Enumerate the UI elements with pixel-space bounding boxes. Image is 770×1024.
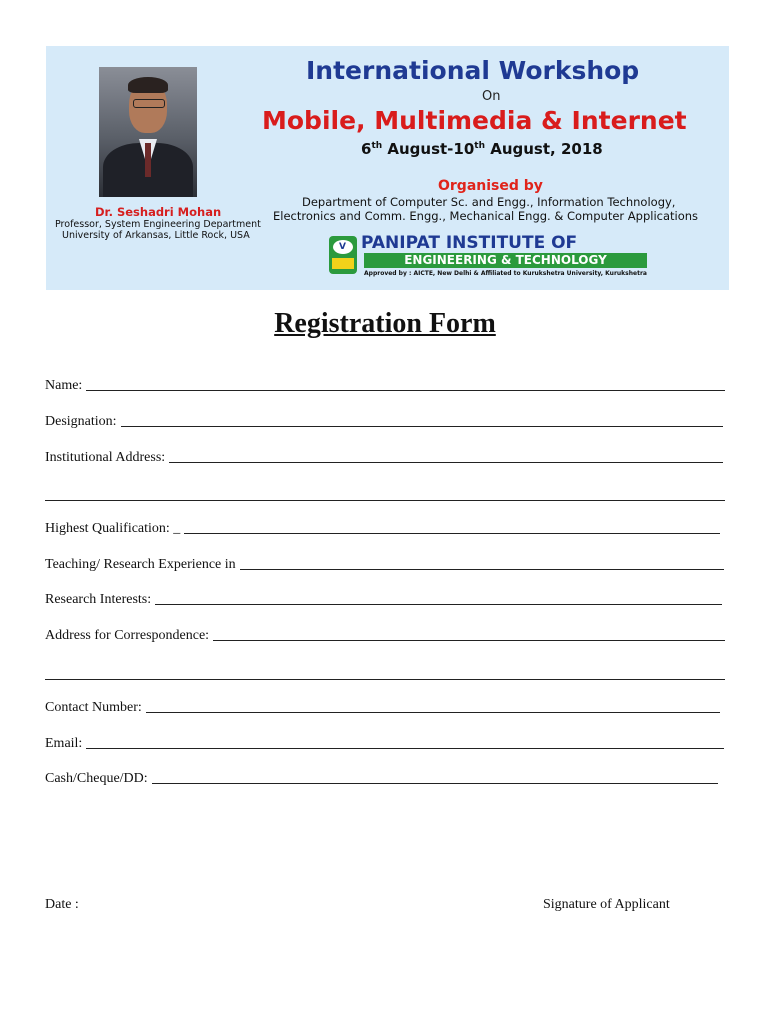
correspondence-address-line[interactable] [213, 639, 725, 641]
payment-field[interactable] [45, 771, 718, 787]
workshop-title: International Workshop [306, 56, 640, 85]
email-field[interactable] [45, 736, 724, 752]
institutional-address-field[interactable] [45, 450, 723, 466]
institutional-address-label: Institutional Address: [45, 450, 166, 465]
institutional-address-line-2[interactable] [45, 500, 725, 501]
research-interests-line[interactable] [155, 603, 722, 605]
contact-number-field[interactable] [45, 700, 720, 716]
name-line[interactable] [86, 389, 725, 391]
speaker-photo [99, 67, 197, 197]
designation-field[interactable] [45, 414, 723, 430]
experience-line[interactable] [240, 568, 724, 570]
email-line[interactable] [86, 747, 724, 749]
signature-label: Signature of Applicant [543, 897, 670, 912]
highest-qualification-label: Highest Qualification: _ [45, 521, 181, 536]
contact-number-line[interactable] [146, 711, 720, 713]
departments-line-1: Department of Computer Sc. and Engg., Information Technology, [302, 195, 676, 209]
correspondence-address-line-2[interactable] [45, 679, 725, 680]
institutional-address-line[interactable] [169, 461, 723, 463]
departments-line-2: Electronics and Comm. Engg., Mechanical Engg. & Computer Applications [273, 209, 699, 223]
speaker-name: Dr. Seshadri Mohan [95, 205, 222, 219]
payment-label: Cash/Cheque/DD: [45, 771, 148, 786]
workshop-on-text: On [482, 89, 501, 104]
workshop-topic: Mobile, Multimedia & Internet [262, 106, 687, 135]
organised-by-heading: Organised by [438, 178, 543, 194]
designation-label: Designation: [45, 414, 117, 429]
payment-line[interactable] [152, 782, 718, 784]
correspondence-address-field[interactable] [45, 628, 725, 644]
speaker-role: Professor, System Engineering Department [55, 219, 261, 230]
highest-qualification-line[interactable] [184, 532, 720, 534]
highest-qualification-field[interactable] [45, 521, 720, 537]
email-label: Email: [45, 736, 83, 751]
institute-logo: V [329, 236, 357, 274]
correspondence-address-label: Address for Correspondence: [45, 628, 210, 643]
designation-line[interactable] [121, 425, 723, 427]
institute-name: PANIPAT INSTITUTE OF [361, 233, 578, 253]
name-field[interactable] [45, 378, 725, 394]
experience-field[interactable] [45, 557, 724, 573]
experience-label: Teaching/ Research Experience in [45, 557, 236, 572]
institute-approval: Approved by : AICTE, New Delhi & Affiliated to Kurukshetra University, Kurukshetra [364, 270, 647, 277]
workshop-dates: 6th August-10th August, 2018 [361, 140, 603, 158]
research-interests-field[interactable] [45, 592, 722, 608]
research-interests-label: Research Interests: [45, 592, 152, 607]
form-title: Registration Form [274, 308, 496, 339]
date-label: Date : [45, 897, 79, 912]
name-label: Name: [45, 378, 83, 393]
contact-number-label: Contact Number: [45, 700, 142, 715]
institute-subtitle: ENGINEERING & TECHNOLOGY [364, 253, 647, 268]
speaker-university: University of Arkansas, Little Rock, USA [62, 230, 250, 241]
